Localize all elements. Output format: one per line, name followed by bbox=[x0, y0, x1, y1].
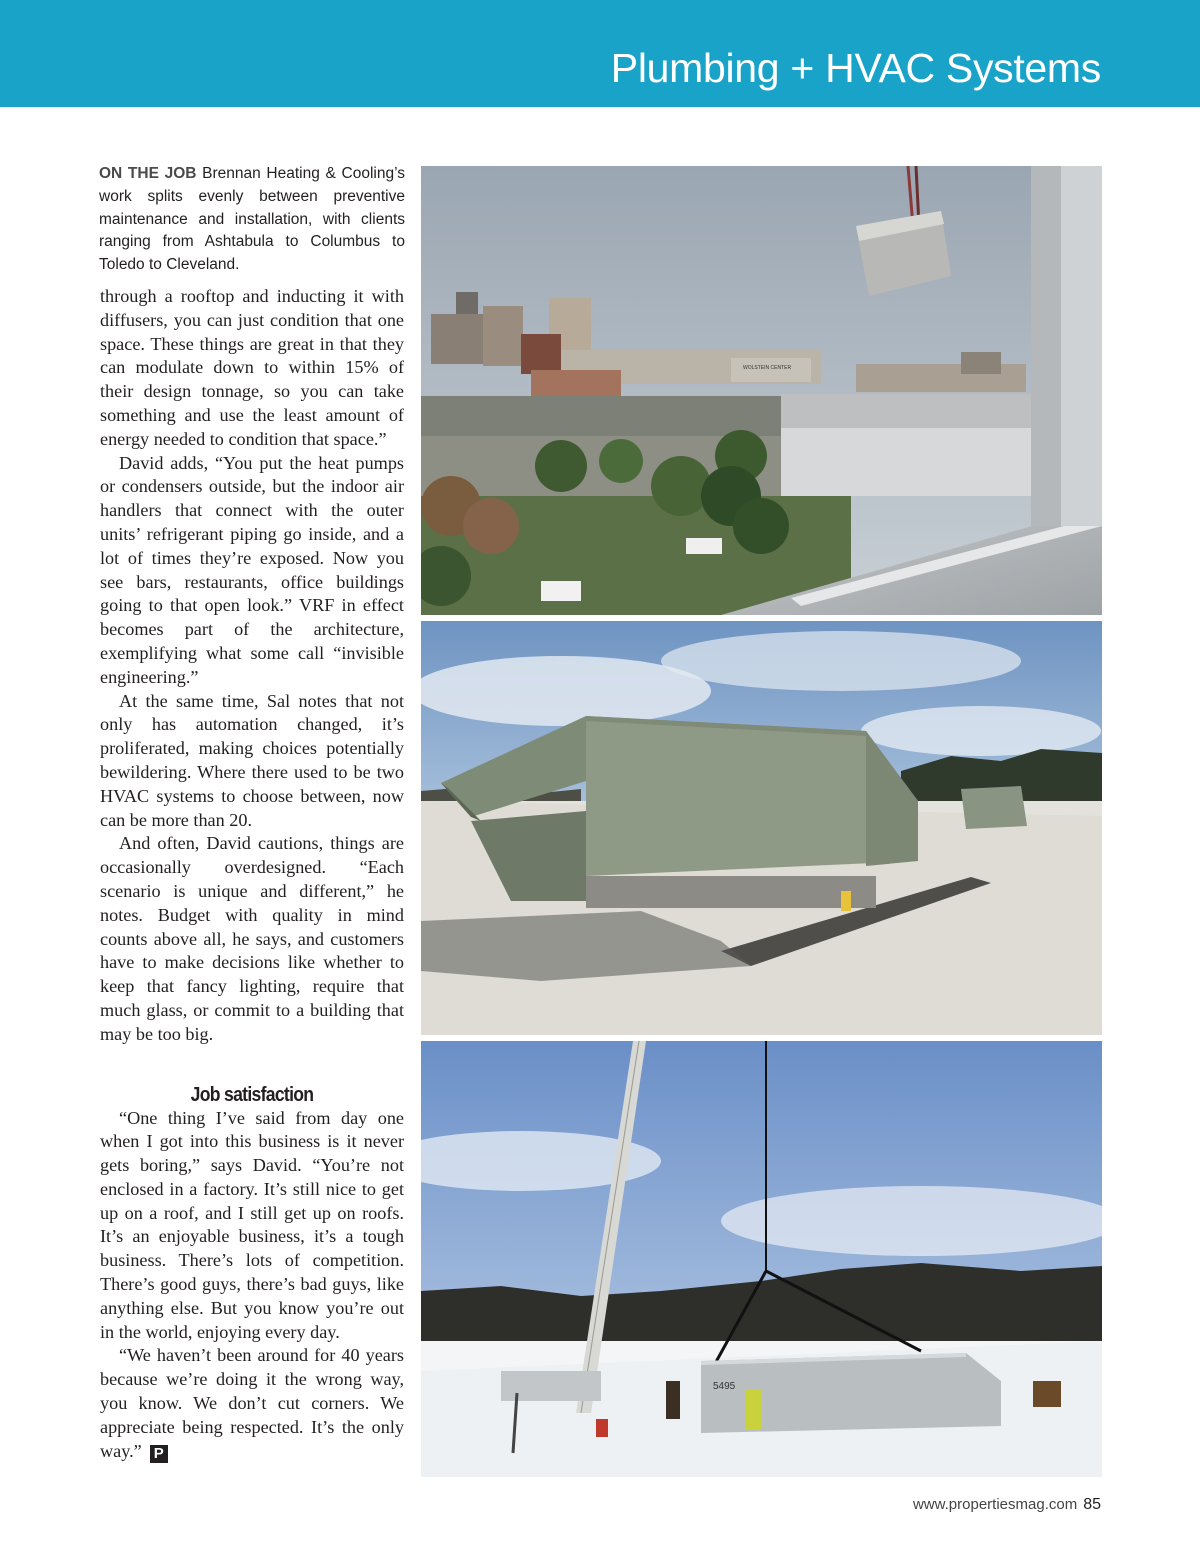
arena-sign: WOLSTEIN CENTER bbox=[743, 365, 792, 371]
photo-caption bbox=[99, 163, 405, 277]
photo-rooftop-crane-lift bbox=[421, 166, 1102, 615]
subheading: Job satisfaction bbox=[190, 1083, 314, 1106]
footer-url: www.propertiesmag.com bbox=[912, 1496, 1078, 1513]
section-header-band bbox=[0, 0, 1200, 107]
article-paragraph: through a rooftop and inducting it with diffusers, you can just condition that one space. These things are great in that they can modulate down to within 15% of their design tonnage, so you can take something and use the least amount of energy needed to condition that space.” bbox=[100, 286, 404, 449]
article-paragraph bbox=[100, 1344, 404, 1463]
caption-lead: ON THE JOB bbox=[99, 165, 197, 182]
page-number: 85 bbox=[1083, 1496, 1101, 1513]
article-paragraph-text: “We haven’t been around for 40 years because we’re doing it the wrong way, you know. We don’t cut corners. We appreciate being respected. It’s the only way.” bbox=[100, 1345, 404, 1461]
end-mark-icon: P bbox=[150, 1445, 168, 1463]
unit-label: 5495 bbox=[713, 1381, 736, 1392]
section-title: Plumbing + HVAC Systems bbox=[610, 45, 1101, 91]
article-paragraph: And often, David cautions, things are occasionally overdesigned. “Each scenario is unique and different,” he notes. Budget with quality in mind counts above all, he says, and customers have to make decisions like whether to keep that fancy lighting, require that much glass, or commit to a building that may be too big. bbox=[100, 833, 404, 1044]
caption-text: Brennan Heating & Cooling’s work splits evenly between preventive maintenance and installation, with clients ranging from Ashtabula to Columbus to Toledo to Cleveland. bbox=[99, 165, 405, 274]
photo-snow-crane-install bbox=[421, 1041, 1102, 1477]
page-footer bbox=[913, 1496, 1101, 1514]
article-paragraph: David adds, “You put the heat pumps or condensers outside, but the indoor air handlers that connect with the outer units’ refrigerant piping go inside, and a lot of times they’re exposed. Now you see bars, restaurants, office buildings going to that open look.” VRF in effect becomes part of the architecture, exemplifying what some call “invisible engineering.” bbox=[100, 452, 404, 687]
article-paragraph: “One thing I’ve said from day one when I got into this business is it never gets boring,” says David. “You’re not enclosed in a factory. It’s still nice to get up on a roof, and I still get up on roofs. It’s an enjoyable business, it’s a tough business. There’s lots of competition. There’s good guys, there’s bad guys, like anything else. But you know you’re out in the world, enjoying every day. bbox=[100, 1107, 404, 1342]
article-paragraph: At the same time, Sal notes that not only has automation changed, it’s proliferated, making choices potentially bewildering. Where there used to be two HVAC systems to choose between, now can be more than 20. bbox=[100, 690, 404, 830]
article-column bbox=[100, 285, 404, 1463]
photo-rooftop-hvac-unit bbox=[421, 621, 1102, 1035]
